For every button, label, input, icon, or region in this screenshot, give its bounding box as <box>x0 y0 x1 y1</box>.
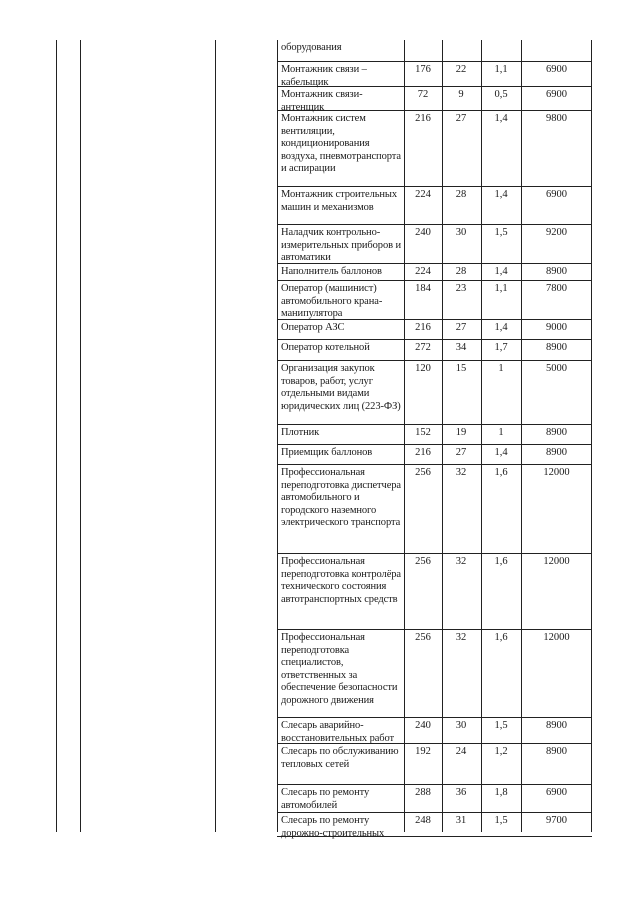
days-cell: 19 <box>455 427 467 438</box>
course-table <box>277 40 592 837</box>
course-name: Профессиональная переподготовка специалистов, ответственных за обеспечение безопасности дорожного движения <box>281 632 398 706</box>
hours-cell: 272 <box>415 342 431 353</box>
hours-cell: 192 <box>415 746 431 757</box>
coef-cell: 1,8 <box>494 787 508 798</box>
table-row <box>277 320 592 340</box>
coef-cell: 1,4 <box>494 447 508 458</box>
price-cell: 8900 <box>546 720 567 731</box>
days-cell: 32 <box>455 467 467 478</box>
course-name: Плотник <box>281 427 320 438</box>
course-name: Наполнитель баллонов <box>281 266 382 277</box>
price-cell: 8900 <box>546 342 567 353</box>
price-cell: 6900 <box>546 64 567 75</box>
hours-cell: 216 <box>415 113 431 124</box>
table-row <box>277 111 592 187</box>
days-cell: 36 <box>455 787 467 798</box>
course-name: оборудования <box>281 42 342 53</box>
days-cell: 30 <box>455 720 467 731</box>
coef-cell: 0,5 <box>494 89 508 100</box>
course-name: Монтажник строительных машин и механизмов <box>281 189 398 213</box>
column-rule <box>215 40 216 832</box>
coef-cell: 1,4 <box>494 322 508 333</box>
course-name: Наладчик контрольно-измерительных приборов и автоматики <box>281 227 402 264</box>
hours-cell: 248 <box>415 815 431 826</box>
days-cell: 24 <box>455 746 467 757</box>
column-rule <box>80 40 81 832</box>
price-cell: 6900 <box>546 189 567 200</box>
course-name: Слесарь по ремонту автомобилей <box>281 787 370 811</box>
coef-cell: 1,4 <box>494 113 508 124</box>
hours-cell: 256 <box>415 467 431 478</box>
course-name: Монтажник связи-антенщик <box>281 89 363 113</box>
price-cell: 12000 <box>543 632 570 643</box>
hours-cell: 176 <box>415 64 431 75</box>
coef-cell: 1,6 <box>494 632 508 643</box>
days-cell: 28 <box>455 266 467 277</box>
hours-cell: 152 <box>415 427 431 438</box>
days-cell: 28 <box>455 189 467 200</box>
days-cell: 32 <box>455 556 467 567</box>
coef-cell: 1 <box>498 427 504 438</box>
course-name: Оператор котельной <box>281 342 370 353</box>
course-name: Монтажник связи – кабельщик <box>281 64 367 88</box>
price-cell: 6900 <box>546 787 567 798</box>
coef-cell: 1,4 <box>494 266 508 277</box>
table-row <box>277 340 592 361</box>
hours-cell: 256 <box>415 632 431 643</box>
table-row <box>277 785 592 813</box>
course-name: Слесарь по обслуживанию тепловых сетей <box>281 746 399 770</box>
hours-cell: 216 <box>415 322 431 333</box>
table-row <box>277 445 592 465</box>
table-row <box>277 225 592 264</box>
days-cell: 23 <box>455 283 467 294</box>
hours-cell: 120 <box>415 363 431 374</box>
price-cell: 8900 <box>546 447 567 458</box>
table-row <box>277 361 592 425</box>
table-row <box>277 62 592 87</box>
table-row <box>277 264 592 281</box>
days-cell: 27 <box>455 322 467 333</box>
coef-cell: 1,6 <box>494 467 508 478</box>
table-row <box>277 40 592 62</box>
hours-cell: 224 <box>415 189 431 200</box>
table-row <box>277 281 592 320</box>
days-cell: 9 <box>458 89 464 100</box>
course-name: Приемщик баллонов <box>281 447 373 458</box>
price-cell: 12000 <box>543 467 570 478</box>
table-row <box>277 87 592 111</box>
coef-cell: 1,6 <box>494 556 508 567</box>
days-cell: 34 <box>455 342 467 353</box>
course-name: Организация закупок товаров, работ, услуг отдельными видами юридических лиц (223-ФЗ) <box>281 363 401 412</box>
days-cell: 32 <box>455 632 467 643</box>
coef-cell: 1,5 <box>494 720 508 731</box>
days-cell: 27 <box>455 447 467 458</box>
price-cell: 12000 <box>543 556 570 567</box>
coef-cell: 1,1 <box>494 64 508 75</box>
course-name: Слесарь аварийно-восстановительных работ <box>281 720 395 744</box>
hours-cell: 240 <box>415 720 431 731</box>
table-row <box>277 630 592 718</box>
price-cell: 8900 <box>546 266 567 277</box>
hours-cell: 184 <box>415 283 431 294</box>
hours-cell: 224 <box>415 266 431 277</box>
price-cell: 8900 <box>546 427 567 438</box>
coef-cell: 1,2 <box>494 746 508 757</box>
coef-cell: 1,5 <box>494 227 508 238</box>
price-cell: 9000 <box>546 322 567 333</box>
hours-cell: 288 <box>415 787 431 798</box>
price-cell: 6900 <box>546 89 567 100</box>
course-name: Профессиональная переподготовка диспетчера автомобильного и городского наземного электрического транспорта <box>281 467 401 529</box>
days-cell: 22 <box>455 64 467 75</box>
course-name: Монтажник систем вентиляции, кондиционирования воздуха, пневмотранспорта и аспирации <box>281 113 401 175</box>
hours-cell: 240 <box>415 227 431 238</box>
column-rule <box>56 40 57 832</box>
price-cell: 5000 <box>546 363 567 374</box>
days-cell: 27 <box>455 113 467 124</box>
table-row <box>277 187 592 225</box>
price-cell: 9800 <box>546 113 567 124</box>
price-cell: 8900 <box>546 746 567 757</box>
price-cell: 7800 <box>546 283 567 294</box>
table-row <box>277 425 592 445</box>
hours-cell: 72 <box>417 89 429 100</box>
table-row <box>277 744 592 785</box>
price-cell: 9200 <box>546 227 567 238</box>
coef-cell: 1 <box>498 363 504 374</box>
course-name: Оператор АЗС <box>281 322 345 333</box>
table-row <box>277 718 592 744</box>
hours-cell: 216 <box>415 447 431 458</box>
table-row <box>277 465 592 554</box>
days-cell: 15 <box>455 363 467 374</box>
course-name: Слесарь по ремонту дорожно-строительных <box>281 815 385 839</box>
coef-cell: 1,7 <box>494 342 508 353</box>
price-cell: 9700 <box>546 815 567 826</box>
table-row <box>277 813 592 837</box>
course-name: Профессиональная переподготовка контролёра технического состояния автотранспортных средств <box>281 556 401 605</box>
hours-cell: 256 <box>415 556 431 567</box>
coef-cell: 1,1 <box>494 283 508 294</box>
coef-cell: 1,5 <box>494 815 508 826</box>
course-name: Оператор (машинист) автомобильного крана-манипулятора <box>281 283 383 320</box>
coef-cell: 1,4 <box>494 189 508 200</box>
days-cell: 31 <box>455 815 467 826</box>
table-row <box>277 554 592 630</box>
days-cell: 30 <box>455 227 467 238</box>
